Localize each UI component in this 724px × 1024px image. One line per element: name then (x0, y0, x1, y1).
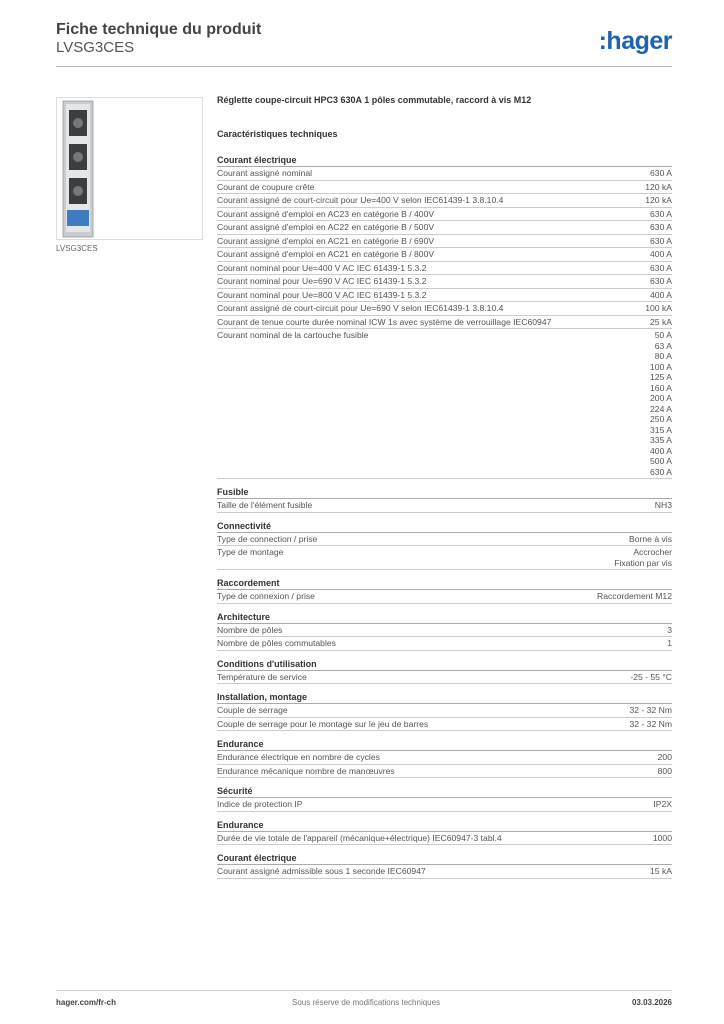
spec-value: NH3 (654, 500, 672, 510)
spec-value: 630 A (650, 222, 672, 232)
spec-row (217, 208, 672, 222)
spec-label: Courant nominal pour Ue=690 V AC IEC 61439-1 5.3.2 (217, 276, 427, 286)
spec-label: Couple de serrage (217, 705, 288, 715)
spec-label: Courant assigné d'emploi en AC22 en catégorie B / 500V (217, 222, 435, 232)
spec-row (217, 167, 672, 181)
spec-value: 335 A (650, 435, 672, 445)
spec-row (217, 865, 672, 879)
spec-value: 120 kA (645, 195, 672, 205)
spec-value: 250 A (650, 414, 672, 424)
spec-label: Type de connexion / prise (217, 591, 315, 601)
spec-value: Fixation par vis (614, 557, 672, 568)
section-title: Raccordement (217, 578, 672, 590)
product-reference: LVSG3CES (56, 39, 135, 56)
spec-row (217, 751, 672, 765)
spec-value: 25 kA (650, 316, 672, 327)
section-title: Courant électrique (217, 155, 672, 167)
product-description: Réglette coupe-circuit HPC3 630A 1 pôles commutable, raccord à vis M12 (217, 95, 532, 105)
spec-value: 630 A (650, 208, 672, 219)
spec-value: 3 (667, 624, 672, 635)
spec-sections (217, 155, 672, 879)
hager-logo: :hager (598, 27, 672, 55)
fuse-switch-icon (57, 98, 202, 239)
spec-row (217, 194, 672, 208)
spec-value: 630 A (650, 235, 672, 246)
spec-row (217, 798, 672, 812)
spec-value: 100 A (650, 361, 672, 372)
spec-label: Indice de protection IP (217, 799, 303, 809)
spec-label: Courant assigné admissible sous 1 seconde IEC60947 (217, 866, 426, 876)
spec-value: IP2X (653, 799, 672, 809)
footer-notice: Sous réserve de modifications techniques (292, 998, 441, 1007)
specs-content (217, 95, 672, 879)
spec-label: Courant nominal de la cartouche fusible (217, 330, 369, 340)
spec-label: Courant assigné de court-circuit pour Ue=690 V selon IEC61439-1 3.8.10.4 (217, 303, 504, 313)
spec-value: 15 kA (650, 866, 672, 876)
spec-label: Nombre de pôles (217, 624, 283, 635)
product-caption: LVSG3CES (56, 244, 98, 253)
header-divider (56, 66, 672, 67)
spec-value: Accrocher (633, 547, 672, 557)
spec-value: 630 A (650, 262, 672, 273)
spec-label: Température de service (217, 671, 307, 682)
footer-website: hager.com/fr-ch (56, 998, 117, 1007)
spec-row (217, 289, 672, 303)
section-title: Courant électrique (217, 853, 672, 865)
spec-label: Courant nominal pour Ue=800 V AC IEC 61439-1 5.3.2 (217, 289, 427, 300)
spec-value-list (614, 547, 672, 568)
spec-row (217, 499, 672, 513)
spec-row (217, 181, 672, 195)
footer-divider (56, 990, 672, 991)
spec-value: 800 (657, 765, 672, 776)
section-title: Sécurité (217, 786, 672, 798)
spec-value: 80 A (654, 351, 672, 361)
spec-row (217, 262, 672, 276)
spec-value: 630 A (650, 276, 672, 286)
spec-label: Courant assigné de court-circuit pour Ue=400 V selon IEC61439-1 3.8.10.4 (217, 195, 504, 205)
spec-row (217, 316, 672, 330)
spec-row (217, 637, 672, 651)
spec-value: 1 (667, 638, 672, 648)
section-title: Conditions d'utilisation (217, 659, 672, 671)
spec-value: 630 A (650, 466, 672, 477)
spec-value: Borne à vis (629, 533, 672, 544)
spec-row (217, 704, 672, 718)
spec-label: Courant assigné d'emploi en AC21 en catégorie B / 800V (217, 249, 435, 259)
spec-row (217, 765, 672, 779)
spec-value: 50 A (654, 330, 672, 340)
spec-value: Raccordement M12 (597, 591, 672, 601)
section-title: Endurance (217, 739, 672, 751)
spec-value: 224 A (650, 403, 672, 414)
spec-row (217, 221, 672, 235)
spec-row (217, 624, 672, 638)
section-title: Fusible (217, 487, 672, 499)
page-title: Fiche technique du produit (56, 21, 262, 38)
spec-label: Couple de serrage pour le montage sur le jeu de barres (217, 718, 429, 729)
spec-row (217, 275, 672, 289)
spec-value: 32 - 32 Nm (629, 705, 672, 715)
spec-label: Courant nominal pour Ue=400 V AC IEC 61439-1 5.3.2 (217, 262, 427, 273)
section-title: Installation, montage (217, 692, 672, 704)
spec-label: Nombre de pôles commutables (217, 638, 336, 648)
spec-value: 500 A (650, 456, 672, 466)
spec-value: 200 A (650, 393, 672, 403)
spec-value: 120 kA (645, 181, 672, 192)
spec-label: Courant assigné d'emploi en AC21 en catégorie B / 690V (217, 235, 435, 246)
spec-label: Courant assigné d'emploi en AC23 en catégorie B / 400V (217, 208, 435, 219)
spec-value: 200 (657, 752, 672, 762)
spec-value: 400 A (650, 445, 672, 456)
spec-label: Taille de l'élément fusible (217, 500, 313, 510)
spec-value: 1000 (652, 832, 672, 843)
spec-value: 100 kA (645, 303, 672, 313)
spec-label: Courant de tenue courte durée nominal ICW 1s avec système de verrouillage IEC60947 (217, 316, 552, 327)
spec-row-multi (217, 329, 672, 479)
spec-value-list (650, 330, 672, 477)
spec-label: Courant de coupure crête (217, 181, 315, 192)
characteristics-title: Caractéristiques techniques (217, 129, 338, 139)
spec-row (217, 718, 672, 732)
product-image (56, 97, 203, 240)
spec-row (217, 832, 672, 846)
spec-row (217, 671, 672, 685)
spec-label: Endurance électrique en nombre de cycles (217, 752, 380, 762)
spec-row (217, 235, 672, 249)
spec-label: Durée de vie totale de l'appareil (mécanique+électrique) IEC60947-3 tabl.4 (217, 832, 502, 843)
spec-value: 315 A (650, 424, 672, 435)
spec-value: 125 A (650, 372, 672, 382)
spec-label: Type de connection / prise (217, 533, 318, 544)
spec-value: 160 A (650, 382, 672, 393)
spec-value: 63 A (654, 340, 672, 351)
spec-row (217, 302, 672, 316)
spec-value: 400 A (650, 249, 672, 259)
spec-value: 32 - 32 Nm (629, 718, 672, 729)
spec-label: Courant assigné nominal (217, 168, 313, 178)
spec-value: 630 A (650, 168, 672, 178)
section-title: Architecture (217, 612, 672, 624)
spec-row (217, 590, 672, 604)
spec-label: Type de montage (217, 547, 284, 557)
footer-date: 03.03.2026 (631, 998, 672, 1007)
spec-value: 400 A (650, 289, 672, 300)
spec-label: Endurance mécanique nombre de manœuvres (217, 765, 395, 776)
spec-row (217, 248, 672, 262)
section-title: Connectivité (217, 521, 672, 533)
spec-row (217, 533, 672, 547)
spec-value: -25 - 55 °C (630, 671, 672, 682)
spec-row-multi (217, 546, 672, 570)
section-title: Endurance (217, 820, 672, 832)
